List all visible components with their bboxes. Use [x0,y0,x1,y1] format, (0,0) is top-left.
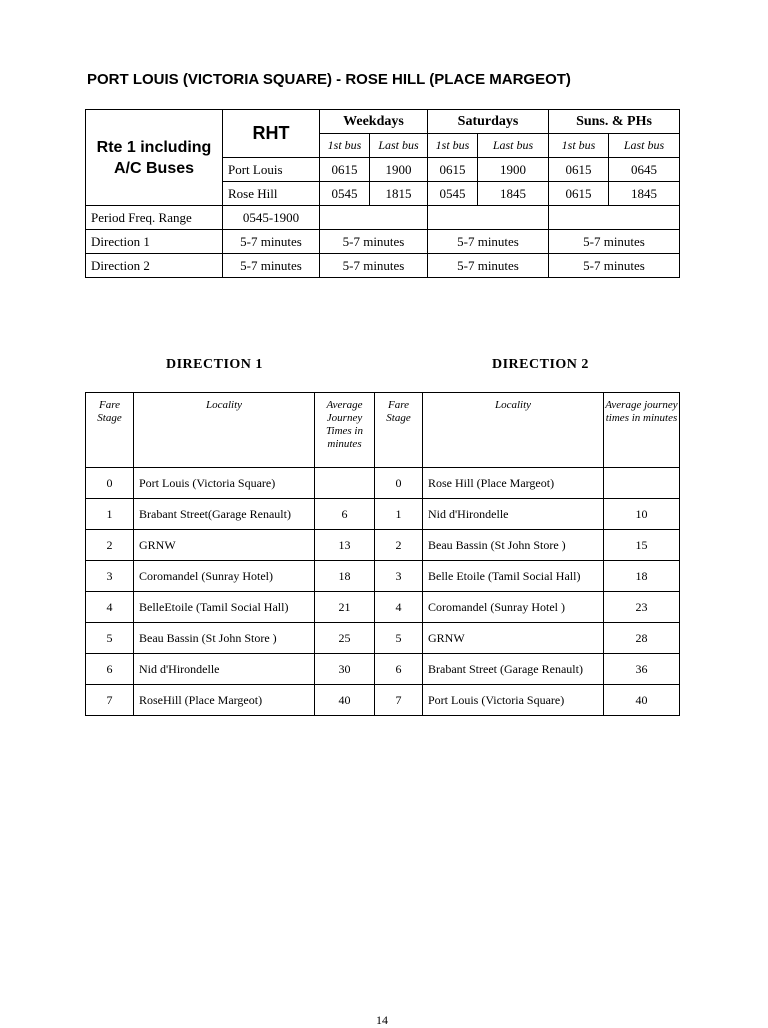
fare-stage-cell: 0 [375,468,423,499]
locality-cell: GRNW [423,623,604,654]
journey-time-cell: 18 [315,561,375,592]
fare-stage-cell: 5 [86,623,134,654]
time-cell: 0645 [609,158,680,182]
frequency-cell: 5-7 minutes [223,230,320,254]
time-cell: 0615 [549,158,609,182]
locality-cell: Nid d'Hirondelle [423,499,604,530]
journey-time-cell [604,468,680,499]
subhead: 1st bus [549,134,609,158]
locality-cell: Belle Etoile (Tamil Social Hall) [423,561,604,592]
locality-cell: BelleEtoile (Tamil Social Hall) [134,592,315,623]
locality-cell: Coromandel (Sunray Hotel) [134,561,315,592]
subhead: 1st bus [320,134,370,158]
table-row [86,499,680,530]
fare-stage-cell: 0 [86,468,134,499]
journey-time-cell: 30 [315,654,375,685]
fare-stage-header: Fare Stage [375,393,423,468]
time-cell: 0615 [549,182,609,206]
header-row [86,393,680,468]
locality-header: Locality [134,393,315,468]
time-cell: 0545 [428,182,478,206]
locality-cell: Nid d'Hirondelle [134,654,315,685]
locality-cell: Beau Bassin (St John Store ) [134,623,315,654]
origin-name: Rose Hill [223,182,320,206]
journey-time-cell: 23 [604,592,680,623]
journey-time-cell: 18 [604,561,680,592]
frequency-cell: 5-7 minutes [428,230,549,254]
journey-time-cell: 13 [315,530,375,561]
frequency-cell: 5-7 minutes [320,254,428,278]
fare-stage-cell: 1 [86,499,134,530]
time-cell: 0615 [320,158,370,182]
journey-time-cell [315,468,375,499]
table-row [86,468,680,499]
fare-stage-cell: 1 [375,499,423,530]
journey-time-header: Average journey times in minutes [604,393,680,468]
direction-row [86,254,680,278]
route-name: Rte 1 including A/C Buses [86,110,223,206]
journey-time-header: Average Journey Times in minutes [315,393,375,468]
period-value: 0545-1900 [223,206,320,230]
time-cell: 1900 [478,158,549,182]
journey-time-cell: 28 [604,623,680,654]
journey-time-cell: 15 [604,530,680,561]
period-label: Period Freq. Range [86,206,223,230]
fare-stages-table [85,392,680,716]
locality-cell: Rose Hill (Place Margeot) [423,468,604,499]
fare-stage-cell: 6 [86,654,134,685]
time-cell: 1900 [370,158,428,182]
direction-label: Direction 1 [86,230,223,254]
time-cell: 1845 [478,182,549,206]
journey-time-cell: 6 [315,499,375,530]
journey-time-cell: 25 [315,623,375,654]
fare-stage-cell: 6 [375,654,423,685]
journey-time-cell: 40 [604,685,680,716]
page-number: 14 [376,1013,388,1027]
journey-time-cell: 21 [315,592,375,623]
time-cell: 1845 [609,182,680,206]
fare-stage-cell: 7 [375,685,423,716]
direction-1-heading: DIRECTION 1 [166,357,263,372]
frequency-cell: 5-7 minutes [223,254,320,278]
period-row [86,206,680,230]
frequency-cell: 5-7 minutes [320,230,428,254]
journey-time-cell: 40 [315,685,375,716]
fare-stage-header: Fare Stage [86,393,134,468]
locality-cell: Port Louis (Victoria Square) [423,685,604,716]
empty-cell [549,206,680,230]
fare-stage-cell: 7 [86,685,134,716]
direction-label: Direction 2 [86,254,223,278]
locality-header: Locality [423,393,604,468]
time-cell: 1815 [370,182,428,206]
operator-name: RHT [223,110,320,158]
locality-cell: Beau Bassin (St John Store ) [423,530,604,561]
table-row [86,592,680,623]
journey-time-cell: 10 [604,499,680,530]
locality-cell: RoseHill (Place Margeot) [134,685,315,716]
table-row [86,623,680,654]
locality-cell: Brabant Street(Garage Renault) [134,499,315,530]
direction-row [86,230,680,254]
locality-cell: Port Louis (Victoria Square) [134,468,315,499]
locality-cell: Coromandel (Sunray Hotel ) [423,592,604,623]
subhead: Last bus [609,134,680,158]
table-row [86,561,680,592]
direction-2-heading: DIRECTION 2 [492,357,589,372]
group-saturdays: Saturdays [428,110,549,134]
subhead: Last bus [478,134,549,158]
locality-cell: Brabant Street (Garage Renault) [423,654,604,685]
subhead: 1st bus [428,134,478,158]
locality-cell: GRNW [134,530,315,561]
time-cell: 0545 [320,182,370,206]
fare-stage-cell: 2 [375,530,423,561]
table-row [86,654,680,685]
origin-name: Port Louis [223,158,320,182]
group-sundays: Suns. & PHs [549,110,680,134]
frequency-cell: 5-7 minutes [428,254,549,278]
time-cell: 0615 [428,158,478,182]
subhead: Last bus [370,134,428,158]
frequency-cell: 5-7 minutes [549,254,680,278]
fare-stage-cell: 4 [86,592,134,623]
empty-cell [320,206,428,230]
page-title: PORT LOUIS (VICTORIA SQUARE) - ROSE HILL (PLACE MARGEOT) [87,71,571,88]
journey-time-cell: 36 [604,654,680,685]
empty-cell [428,206,549,230]
fare-stage-cell: 5 [375,623,423,654]
route-summary-table [85,109,680,278]
table-row [86,530,680,561]
fare-stage-cell: 4 [375,592,423,623]
fare-stage-cell: 2 [86,530,134,561]
table-row [86,685,680,716]
fare-stage-cell: 3 [375,561,423,592]
group-weekdays: Weekdays [320,110,428,134]
frequency-cell: 5-7 minutes [549,230,680,254]
fare-stage-cell: 3 [86,561,134,592]
